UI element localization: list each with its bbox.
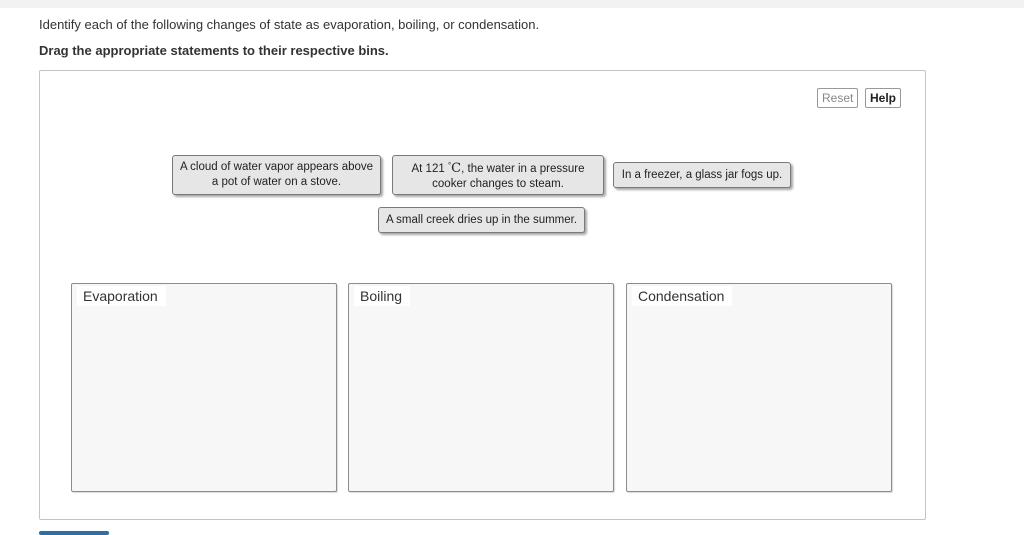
instruction-text: Identify each of the following changes of state as evaporation, boiling, or condensation. — [39, 17, 540, 32]
submit-button-edge[interactable] — [39, 531, 109, 535]
bin-evaporation[interactable] — [71, 283, 337, 492]
statement-text: A small creek dries up in the summer. — [385, 213, 578, 226]
statement-card-creek[interactable] — [378, 207, 585, 233]
reset-button[interactable]: Reset — [817, 88, 858, 108]
bin-condensation[interactable] — [626, 283, 892, 492]
drag-instruction: Drag the appropriate statements to their respective bins. — [39, 43, 389, 58]
statement-card-freezer[interactable] — [613, 162, 791, 188]
bin-label: Boiling — [354, 286, 410, 306]
statement-card-cloud[interactable] — [172, 155, 381, 195]
statement-text: At 121 °C, the water in a pressure cooker changes to steam. — [411, 161, 585, 190]
bin-boiling[interactable] — [348, 283, 614, 492]
statement-card-pressure-cooker[interactable] — [392, 155, 604, 195]
bin-label: Condensation — [632, 286, 732, 306]
top-strip — [0, 0, 1024, 8]
statement-text: A cloud of water vapor appears above a pot of water on a stove. — [179, 161, 374, 188]
help-button[interactable]: Help — [865, 88, 901, 108]
statement-text: In a freezer, a glass jar fogs up. — [621, 168, 783, 181]
bin-label: Evaporation — [77, 286, 166, 306]
